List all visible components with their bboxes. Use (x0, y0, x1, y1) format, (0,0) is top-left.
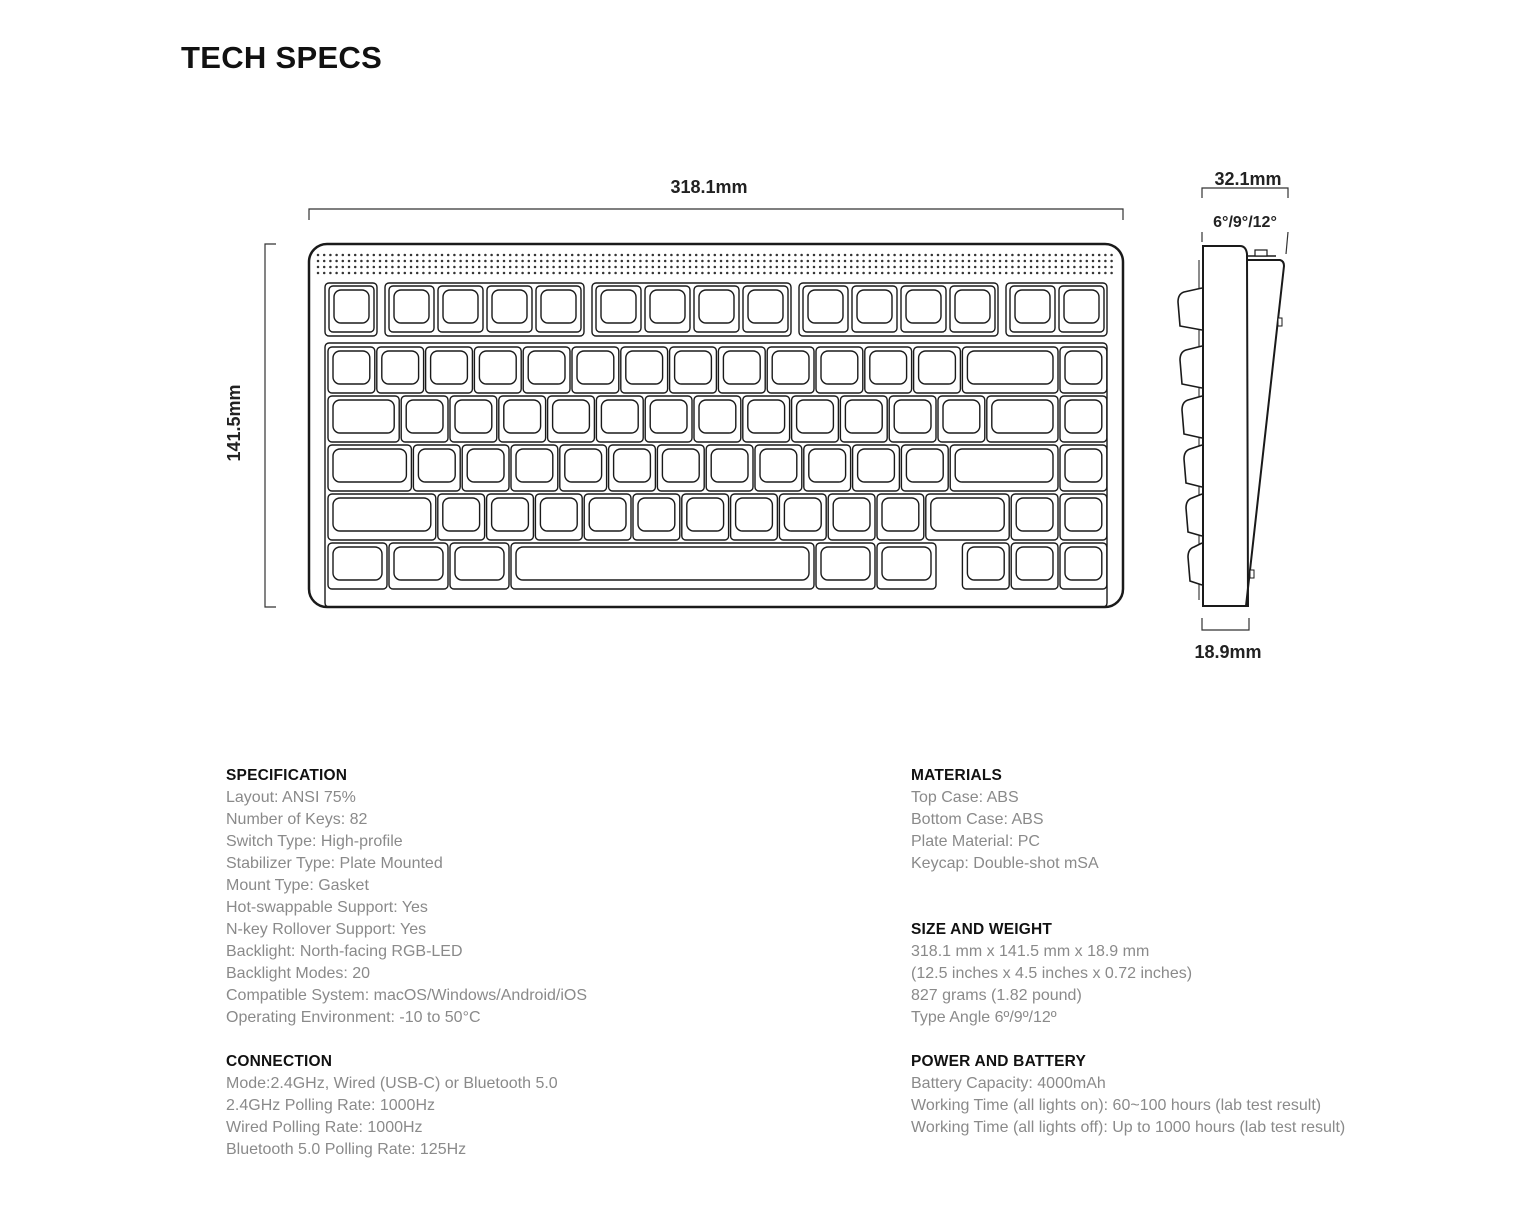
keycap (401, 396, 448, 442)
keycap (706, 445, 753, 491)
spec-line: Switch Type: High-profile (226, 833, 403, 850)
power-battery-heading: POWER AND BATTERY (911, 1053, 1087, 1070)
keycap (523, 347, 570, 393)
keycap (816, 543, 875, 589)
keycap (682, 494, 729, 540)
keycap (852, 286, 897, 332)
keycap (474, 347, 521, 393)
keycap (329, 286, 374, 332)
keycap (389, 286, 434, 332)
keycap (1010, 286, 1055, 332)
keycap (889, 396, 936, 442)
keycap (1060, 543, 1107, 589)
spec-line: Top Case: ABS (911, 789, 1019, 806)
keycap (1060, 396, 1107, 442)
page-title: TECH SPECS (181, 40, 383, 75)
keycap (853, 445, 900, 491)
keycap (901, 445, 948, 491)
keycap (426, 347, 473, 393)
keycap (511, 543, 814, 589)
spec-line: Bottom Case: ABS (911, 811, 1044, 828)
keycap (718, 347, 765, 393)
front-height-label: 18.9mm (1194, 642, 1262, 662)
angle-label: 6°/9°/12° (1213, 214, 1277, 231)
keycap (645, 286, 690, 332)
keycap (877, 543, 936, 589)
keycap (462, 445, 509, 491)
keycap (743, 286, 788, 332)
spec-line: Layout: ANSI 75% (226, 789, 356, 806)
keycap (609, 445, 656, 491)
keycap (328, 445, 411, 491)
keycap (938, 396, 985, 442)
connection-heading: CONNECTION (226, 1053, 333, 1070)
keycap (621, 347, 668, 393)
materials-heading: MATERIALS (911, 767, 1003, 784)
keycap (389, 543, 448, 589)
keycap (767, 347, 814, 393)
spec-line: Compatible System: macOS/Windows/Android/iOS (226, 987, 588, 1004)
keycap (792, 396, 839, 442)
keycap (865, 347, 912, 393)
keycap (779, 494, 826, 540)
depth-label: 32.1mm (1214, 169, 1282, 189)
connection-section (226, 1051, 587, 1161)
spec-line: Mount Type: Gasket (226, 877, 369, 894)
spec-line: N-key Rollover Support: Yes (226, 921, 427, 938)
spec-line: Backlight Modes: 20 (226, 965, 371, 982)
keycap (657, 445, 704, 491)
keycap (511, 445, 558, 491)
spec-line: 318.1 mm x 141.5 mm x 18.9 mm (911, 943, 1150, 960)
keycap (438, 494, 485, 540)
keycap (877, 494, 924, 540)
height-dimension (224, 244, 276, 607)
keycap (816, 347, 863, 393)
spec-line: 827 grams (1.82 pound) (911, 987, 1082, 1004)
side-profile (1178, 169, 1288, 662)
spec-line: Wired Polling Rate: 1000Hz (226, 1119, 423, 1136)
width-label: 318.1mm (670, 177, 748, 197)
keycap (1011, 494, 1058, 540)
keycap (840, 396, 887, 442)
keycap (950, 445, 1058, 491)
keycap (731, 494, 778, 540)
spec-line: Keycap: Double-shot mSA (911, 855, 1099, 872)
width-dimension (309, 177, 1123, 220)
keycap (450, 396, 497, 442)
keycap (987, 396, 1058, 442)
keycap (596, 396, 643, 442)
materials-section (911, 765, 1345, 875)
keycap (328, 347, 375, 393)
spec-line: Mode:2.4GHz, Wired (USB-C) or Bluetooth 5.0 (226, 1075, 558, 1092)
keycap (950, 286, 995, 332)
keycap (1060, 347, 1107, 393)
keycap (450, 543, 509, 589)
keycap (633, 494, 680, 540)
keycap (328, 494, 436, 540)
keycap (1011, 543, 1058, 589)
size-weight-section (911, 919, 1345, 1029)
keycap (499, 396, 546, 442)
keycap (487, 286, 532, 332)
spec-line: Bluetooth 5.0 Polling Rate: 125Hz (226, 1141, 467, 1158)
side-keycaps (1178, 288, 1202, 585)
side-keycap (1184, 445, 1202, 487)
power-battery-section (911, 1051, 1345, 1139)
keycap (413, 445, 460, 491)
keycap (1060, 494, 1107, 540)
keycap (535, 494, 582, 540)
specs-left-column (226, 765, 587, 1183)
size-weight-heading: SIZE AND WEIGHT (911, 921, 1053, 938)
keycap (914, 347, 961, 393)
keycap (962, 543, 1009, 589)
side-keycap (1182, 396, 1202, 438)
keycap (694, 396, 741, 442)
side-keycap (1188, 543, 1202, 585)
keycap (536, 286, 581, 332)
spec-line: Battery Capacity: 4000mAh (911, 1075, 1106, 1092)
keycap (743, 396, 790, 442)
spec-line: Hot-swappable Support: Yes (226, 899, 428, 916)
spec-line: Stabilizer Type: Plate Mounted (226, 855, 443, 872)
keycap (438, 286, 483, 332)
height-label: 141.5mm (224, 384, 244, 462)
spec-line: Working Time (all lights on): 60~100 hours (lab test result) (911, 1097, 1322, 1114)
spec-line: Plate Material: PC (911, 833, 1040, 850)
keycaps (328, 286, 1107, 589)
keyboard-dimension-diagram (0, 150, 1521, 670)
spec-line: Type Angle 6º/9º/12º (911, 1009, 1057, 1026)
keycap (328, 396, 399, 442)
keycap (670, 347, 717, 393)
spec-line: (12.5 inches x 4.5 inches x 0.72 inches) (911, 965, 1193, 982)
keycap (1060, 445, 1107, 491)
side-keycap (1180, 346, 1202, 388)
specification-heading: SPECIFICATION (226, 767, 348, 784)
side-keycap (1186, 494, 1202, 536)
keycap (645, 396, 692, 442)
spec-line: Backlight: North-facing RGB-LED (226, 943, 463, 960)
keycap (926, 494, 1009, 540)
keycap (572, 347, 619, 393)
spec-line: Operating Environment: -10 to 50°C (226, 1009, 481, 1026)
side-keycap (1178, 288, 1202, 330)
keycap (328, 543, 387, 589)
keycap (487, 494, 534, 540)
keycap (804, 445, 851, 491)
keycap (962, 347, 1058, 393)
spec-line: Working Time (all lights off): Up to 1000 hours (lab test result) (911, 1119, 1346, 1136)
keycap (596, 286, 641, 332)
keycap (584, 494, 631, 540)
keycap (755, 445, 802, 491)
keycap (803, 286, 848, 332)
keycap (694, 286, 739, 332)
specification-section (226, 765, 587, 1029)
keycap (828, 494, 875, 540)
keycap (1059, 286, 1104, 332)
spec-line: Number of Keys: 82 (226, 811, 368, 828)
spec-line: 2.4GHz Polling Rate: 1000Hz (226, 1097, 435, 1114)
keycap (548, 396, 595, 442)
keycap (560, 445, 607, 491)
keycap (901, 286, 946, 332)
keycap (377, 347, 424, 393)
specs-right-column (911, 765, 1345, 1161)
